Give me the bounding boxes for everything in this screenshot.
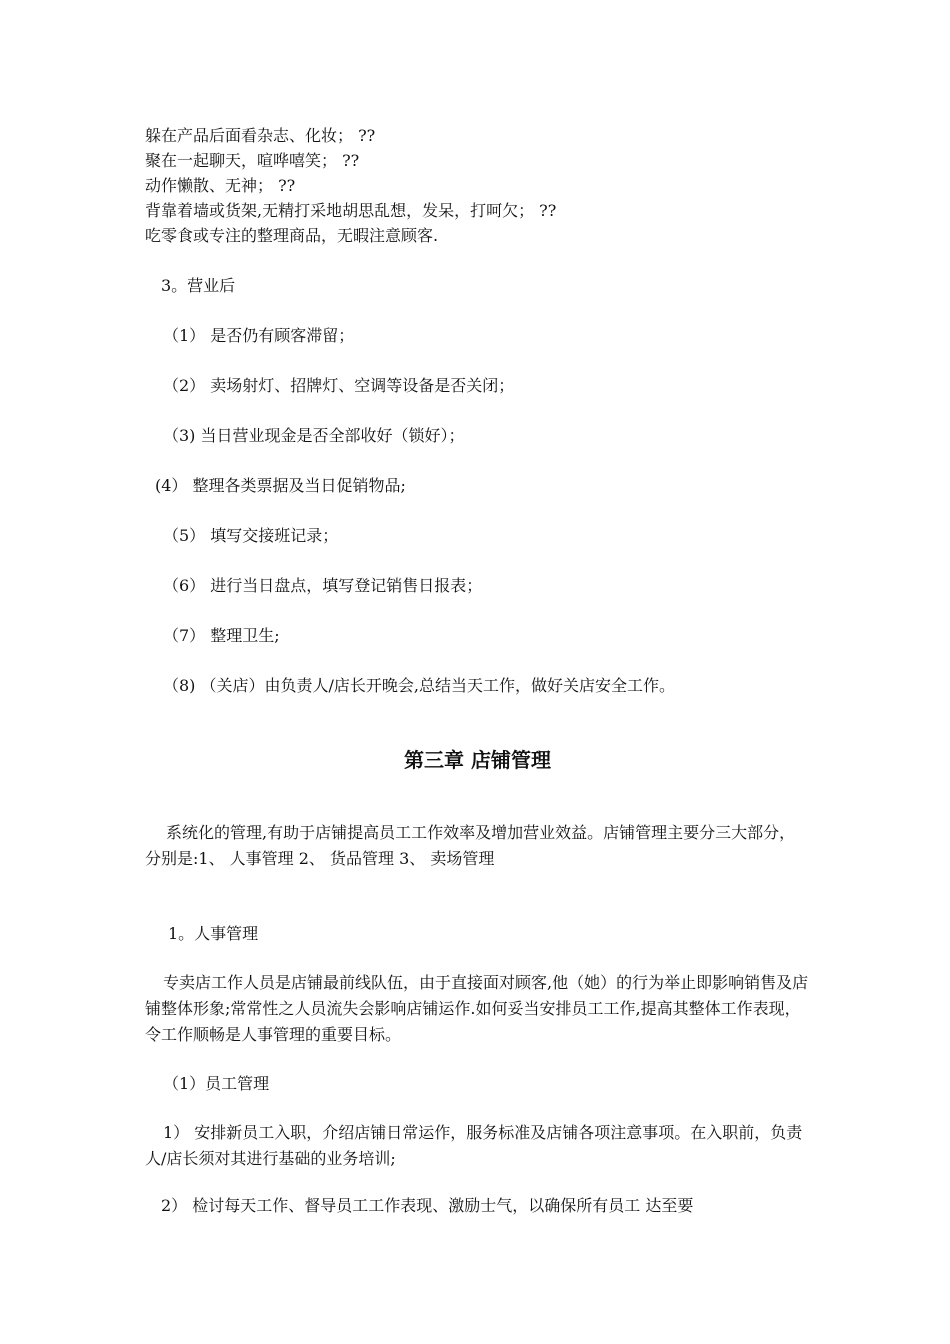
- section-heading: 1。人事管理: [168, 924, 259, 943]
- chapter-title: 第三章 店铺管理: [404, 748, 551, 772]
- after-hours-heading: 3。营业后: [161, 276, 236, 295]
- after-hours-item: （8) （关店）由负责人/店长开晚会,总结当天工作，做好关店安全工作。: [163, 676, 675, 695]
- list-item: 2） 检讨每天工作、督导员工工作表现、激励士气，以确保所有员工 达至要: [161, 1196, 694, 1215]
- behavior-line: 背靠着墙或货架,无精打采地胡思乱想，发呆，打呵欠； ??: [145, 201, 557, 220]
- section-body: 专卖店工作人员是店铺最前线队伍，由于直接面对顾客,他（她）的行为举止即影响销售及店铺整体形象;常常性之人员流失会影响店铺运作.如何妥当安排员工工作,提高其整体工作表现，令工作顺畅是人事管理的重要目标。: [145, 973, 809, 1044]
- list-item: 1） 安排新员工入职，介绍店铺日常运作，服务标准及店铺各项注意事项。在入职前，负责人/店长须对其进行基础的业务培训;: [145, 1123, 803, 1168]
- after-hours-item: （5） 填写交接班记录；: [163, 526, 339, 545]
- behavior-line: 躲在产品后面看杂志、化妆； ??: [145, 126, 376, 145]
- behavior-line: 动作懒散、无神； ??: [145, 176, 296, 195]
- chapter-intro: 系统化的管理,有助于店铺提高员工工作效率及增加营业效益。店铺管理主要分三大部分，分别是:1、 人事管理 2、 货品管理 3、 卖场管理: [145, 823, 796, 868]
- behavior-line: 吃零食或专注的整理商品，无暇注意顾客.: [145, 226, 439, 245]
- after-hours-item: （1） 是否仍有顾客滞留；: [163, 326, 355, 345]
- after-hours-item: （2） 卖场射灯、招牌灯、空调等设备是否关闭；: [163, 376, 515, 395]
- after-hours-item: （3) 当日营业现金是否全部收好（锁好）；: [163, 426, 465, 445]
- after-hours-item: （7） 整理卫生;: [163, 626, 280, 645]
- subsection-heading: （1）员工管理: [163, 1074, 270, 1093]
- behavior-line: 聚在一起聊天，喧哗嘻笑； ??: [145, 151, 360, 170]
- after-hours-item: (4） 整理各类票据及当日促销物品;: [155, 476, 406, 495]
- after-hours-item: （6） 进行当日盘点，填写登记销售日报表；: [163, 576, 483, 595]
